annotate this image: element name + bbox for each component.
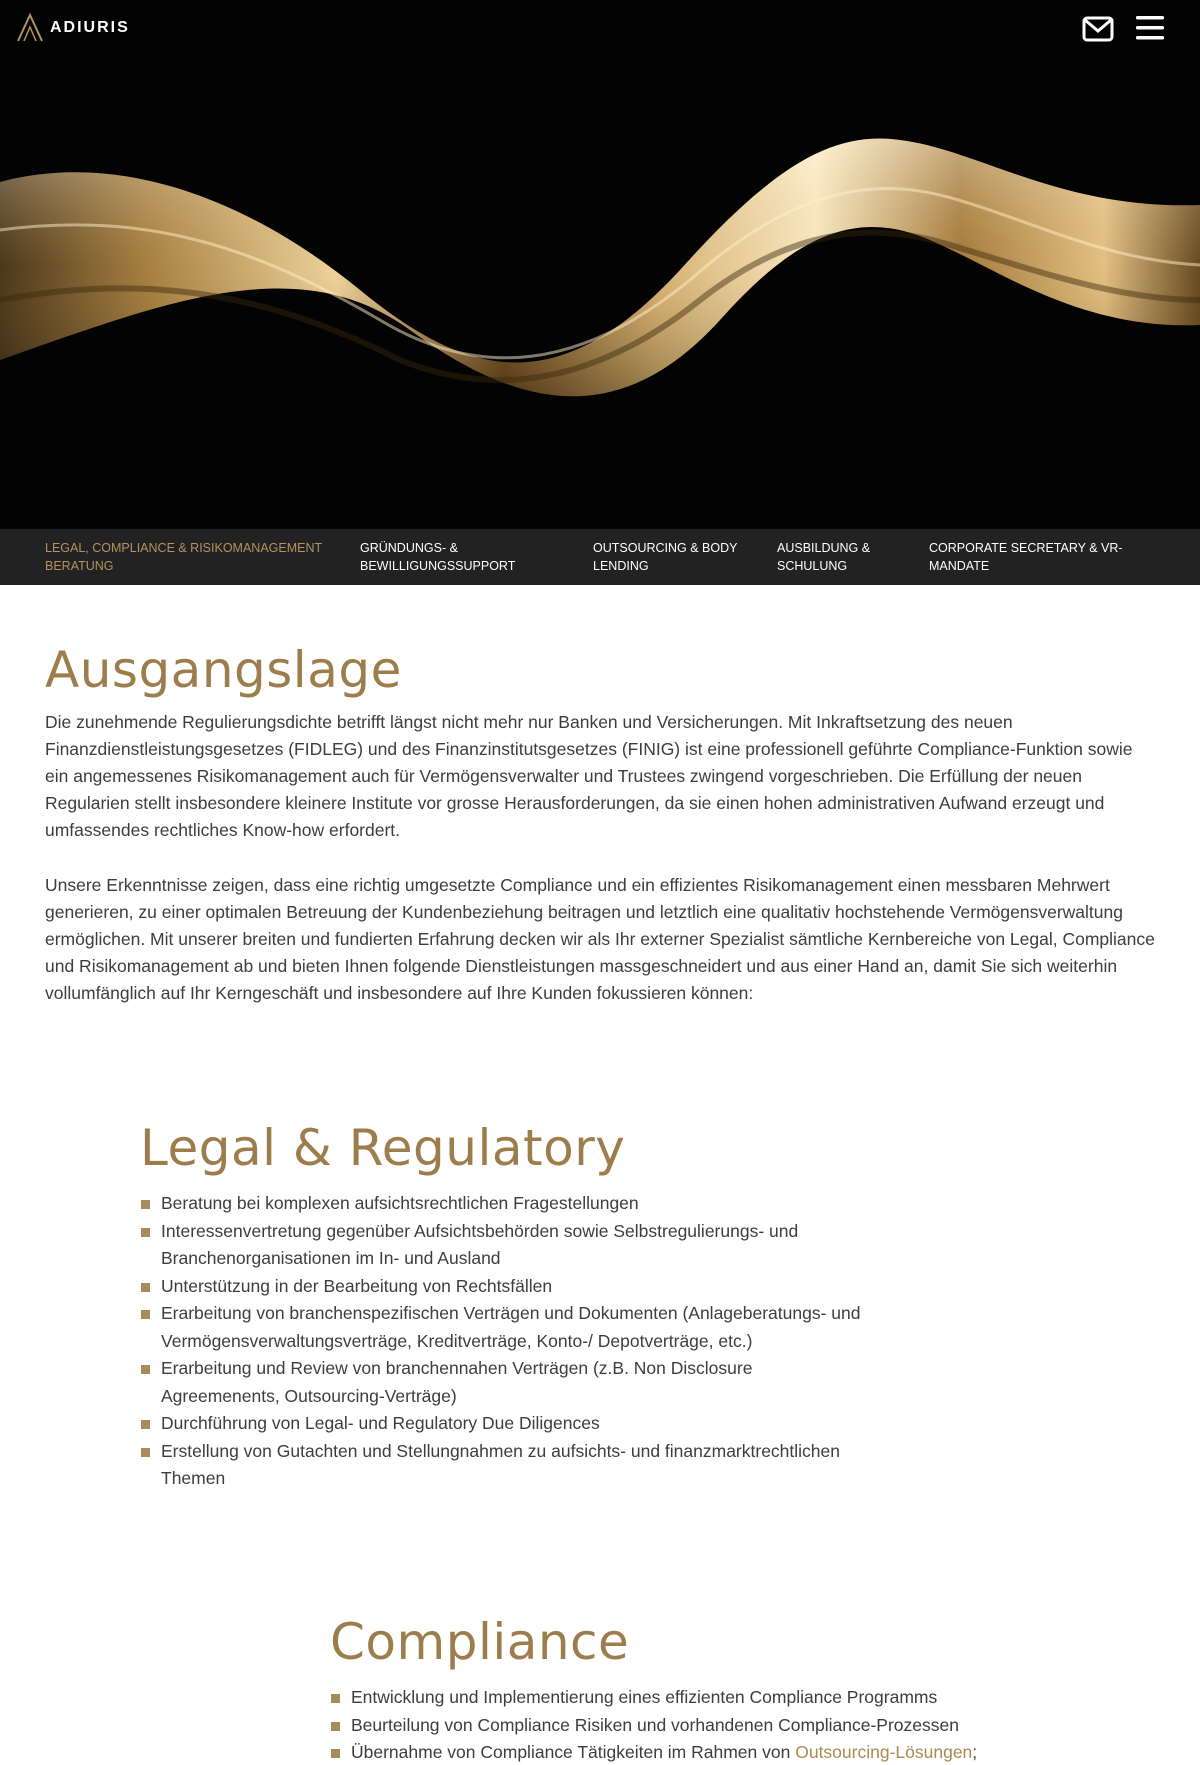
- legal-regulatory-list: [140, 1190, 870, 1493]
- hamburger-menu-icon: [1135, 14, 1165, 42]
- subnav-item-corporate-secretary[interactable]: CORPORATE SECRETARY & VR- MANDATE: [929, 541, 1123, 573]
- hero-banner: [0, 0, 1200, 529]
- main-menu-button[interactable]: [1135, 14, 1165, 42]
- intro-paragraph-1: Die zunehmende Regulierungsdichte betrifft längst nicht mehr nur Banken und Versicherungen. Mit Inkraftsetzung des neuen Finanzdienstleistungsgesetzes (FIDLEG) und des Finanzinstitutsgesetzes (FINIG) ist eine professionell geführte Compliance-Funktion sowie ein angemessenes Risikomanagement auch für Vermögensverwalter und Trustees zwingend vorgeschrieben. Die Erfüllung der neuen Regularien stellt insbesondere kleinere Institute vor grosse Herausforderungen, da sie einen hohen administrativen Aufwand erzeugt und umfassendes rechtliches Know-how erfordert.: [45, 712, 1133, 840]
- adiuris-logo[interactable]: [16, 13, 130, 43]
- list-item: Beurteilung von Compliance Risiken und vorhandenen Compliance-Prozessen: [330, 1712, 1130, 1740]
- gold-wave-image: [0, 0, 1200, 529]
- list-item: Beratung bei komplexen aufsichtsrechtlichen Fragestellungen: [140, 1190, 870, 1218]
- contact-mail-button[interactable]: [1082, 15, 1114, 43]
- list-item: Erstellung von Gutachten und Stellungnahmen zu aufsichts- und finanzmarktrechtlichen Themen: [140, 1438, 870, 1493]
- logo-mark-icon: [16, 13, 46, 43]
- list-item: Übernahme von Compliance Tätigkeiten im Rahmen von Outsourcing-Lösungen;: [330, 1739, 1130, 1765]
- ausgangslage-title: Ausgangslage: [45, 641, 402, 699]
- subnav-item-ausbildung[interactable]: AUSBILDUNG & SCHULUNG: [777, 541, 871, 573]
- compliance-title: Compliance: [330, 1613, 630, 1671]
- list-item: Unterstützung in der Bearbeitung von Rechtsfällen: [140, 1273, 870, 1301]
- subnav-item-outsourcing[interactable]: OUTSOURCING & BODY LENDING: [593, 541, 738, 573]
- list-item: Erarbeitung von branchenspezifischen Verträgen und Dokumenten (Anlageberatungs- und Vermögensverwaltungsverträge, Kreditverträge, Konto-/ Depotverträge, etc.): [140, 1300, 870, 1355]
- subnav-item-gruendung[interactable]: GRÜNDUNGS- & BEWILLIGUNGSSUPPORT: [360, 541, 516, 573]
- envelope-icon: [1082, 15, 1114, 43]
- intro-paragraph-2: Unsere Erkenntnisse zeigen, dass eine richtig umgesetzte Compliance und ein effizientes Risikomanagement einen messbaren Mehrwert generieren, zu einer optimalen Betreuung der Kundenbeziehung beitragen und letztlich eine qualitativ hochstehende Vermögensverwaltung ermöglichen. Mit unserer breiten und fundierten Erfahrung decken wir als Ihr externer Spezialist sämtliche Kernbereiche von Legal, Compliance und Risikomanagement ab und bieten Ihnen folgende Dienstleistungen massgeschneidert und aus einer Hand an, damit Sie sich weiterhin vollumfänglich auf Ihr Kerngeschäft und insbesondere auf Ihre Kunden fokussieren können:: [45, 875, 1155, 1003]
- compliance-list: [330, 1684, 1130, 1765]
- outsourcing-loesungen-link[interactable]: Outsourcing-Lösungen: [795, 1742, 973, 1762]
- service-subnav: [0, 529, 1200, 585]
- subnav-item-legal-compliance[interactable]: LEGAL, COMPLIANCE & RISIKOMANAGEMENT BERATUNG: [45, 541, 323, 573]
- legal-regulatory-title: Legal & Regulatory: [140, 1119, 626, 1177]
- list-item: Interessenvertretung gegenüber Aufsichtsbehörden sowie Selbstregulierungs- und Branchenorganisationen im In- und Ausland: [140, 1218, 870, 1273]
- list-item: Durchführung von Legal- und Regulatory Due Diligences: [140, 1410, 870, 1438]
- logo-text: ADIURIS: [50, 19, 130, 36]
- list-item: Erarbeitung und Review von branchennahen Verträgen (z.B. Non Disclosure Agreemenents, Outsourcing-Verträge): [140, 1355, 870, 1410]
- list-item: Entwicklung und Implementierung eines effizienten Compliance Programms: [330, 1684, 1130, 1712]
